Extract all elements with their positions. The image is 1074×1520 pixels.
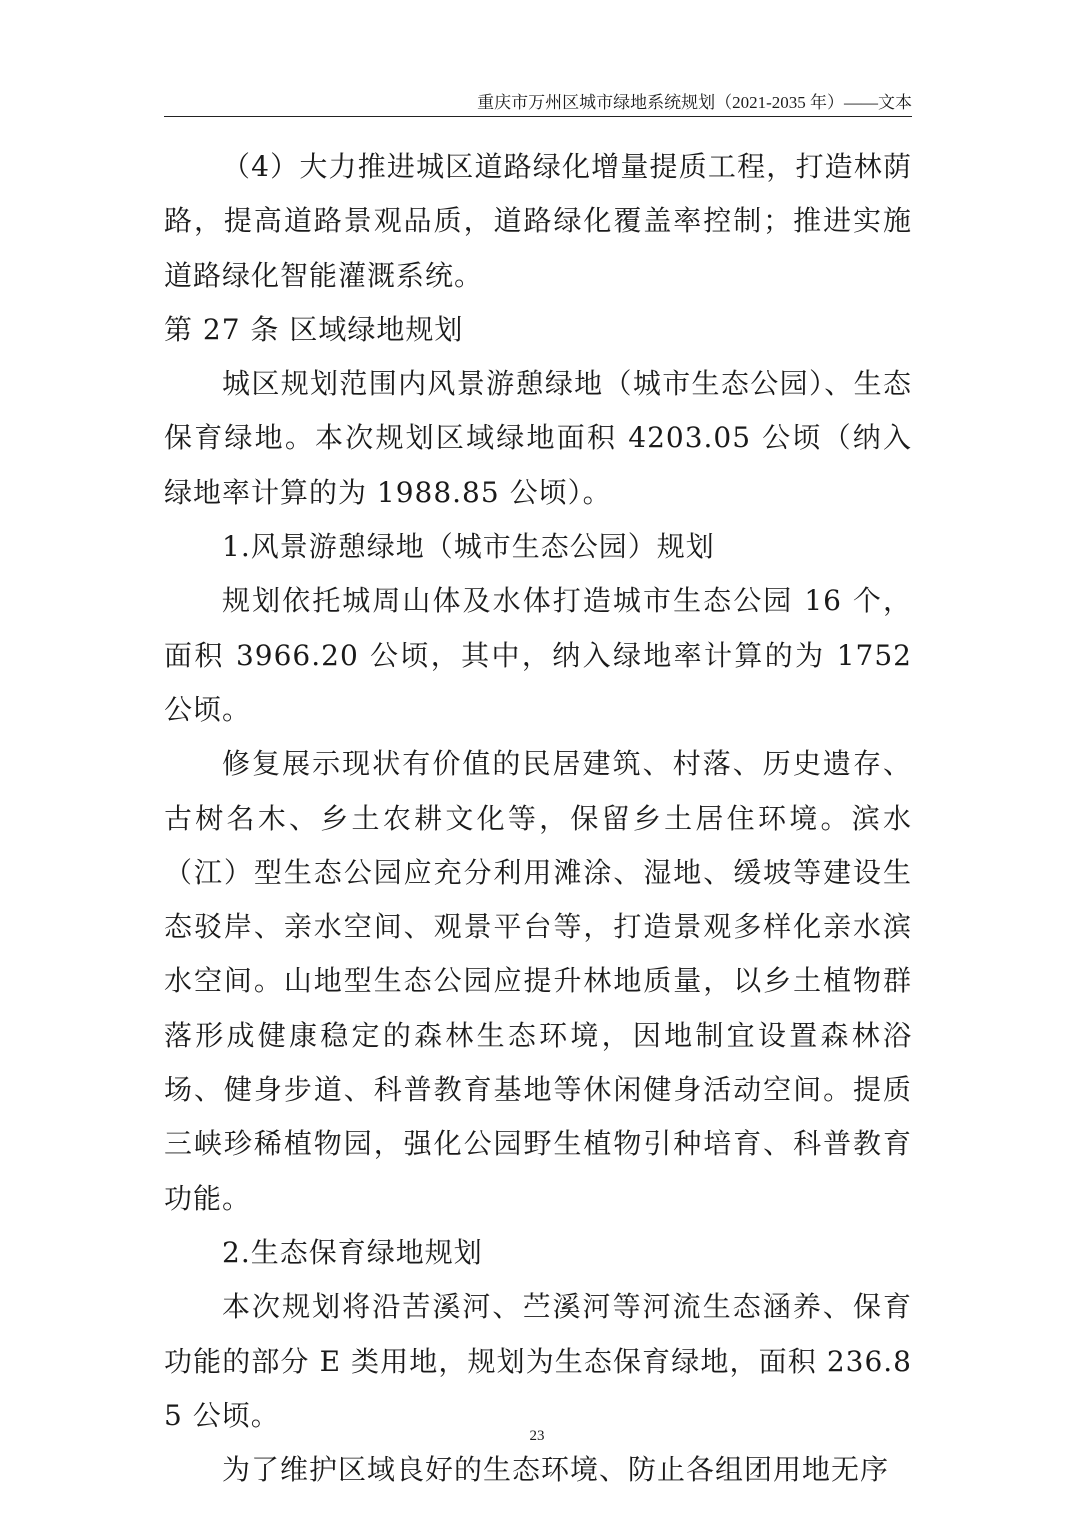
paragraph-maintain-environment: 为了维护区域良好的生态环境、防止各组团用地无序 [222,1453,890,1487]
paragraph-regional-greenland: 城区规划范围内风景游憩绿地（城市生态公园）、生态保育绿地。本次规划区域绿地面积 4203.05 公顷（纳入绿地率计算的为 1988.85 公顷）。 [164,367,912,509]
paragraph-ecological-parks: 规划依托城周山体及水体打造城市生态公园 16 个，面积 3966.20 公顷，其中，纳入绿地率计算的为 1752 公顷。 [164,584,912,726]
section-heading-scenic-recreation: 1.风景游憩绿地（城市生态公园）规划 [222,530,715,564]
page-header [164,86,912,117]
document-body [164,140,912,1497]
page-number: 23 [529,1428,545,1444]
paragraph-restoration: 修复展示现状有价值的民居建筑、村落、历史遗存、古树名木、乡土农耕文化等，保留乡土居住环境。滨水（江）型生态公园应充分利用滩涂、湿地、缓坡等建设生态驳岸、亲水空间、观景平台等，打造景观多样化亲水滨水空间。山地型生态公园应提升林地质量，以乡土植物群落形成健康稳定的森林生态环境，因地制宜设置森林浴场、健身步道、科普教育基地等休闲健身活动空间。提质三峡珍稀植物园，强化公园野生植物引种培育、科普教育功能。 [164,747,912,1215]
article-27-heading: 第 27 条 区域绿地规划 [164,312,464,346]
paragraph-road-greening: （4）大力推进城区道路绿化增量提质工程，打造林荫路，提高道路景观品质，道路绿化覆盖率控制；推进实施道路绿化智能灌溉系统。 [164,150,912,292]
header-title: 重庆市万州区城市绿地系统规划（2021-2035 年）——文本 [477,93,912,112]
section-heading-ecological-conservation: 2.生态保育绿地规划 [222,1235,483,1269]
paragraph-conservation-land: 本次规划将沿苦溪河、苎溪河等河流生态涵养、保育功能的部分 E 类用地，规划为生态保育绿地，面积 236.85 公顷。 [164,1290,912,1432]
